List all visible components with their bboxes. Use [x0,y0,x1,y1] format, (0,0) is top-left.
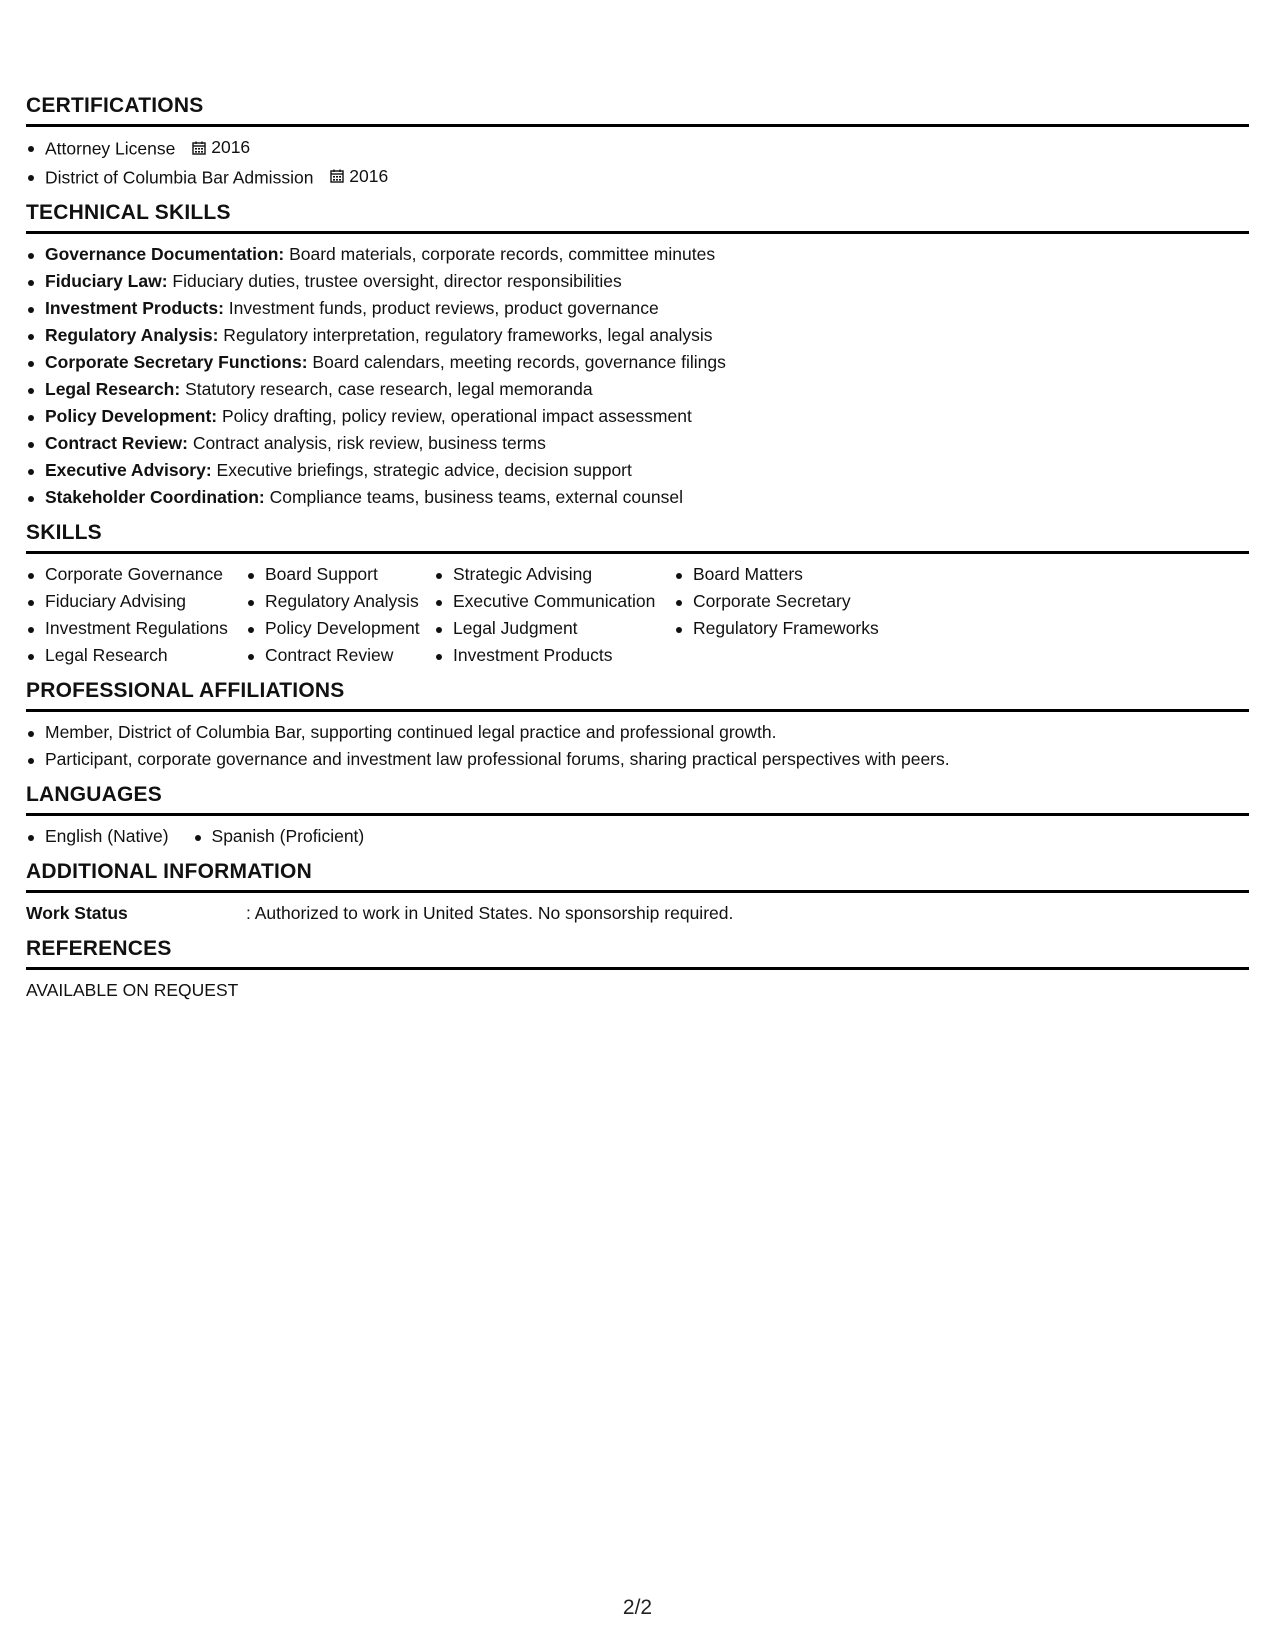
technical-skill-label: Governance Documentation: [45,244,285,264]
skill-item: Board Support [246,561,434,588]
skill-item: Fiduciary Advising [26,588,246,615]
language-item: English (Native) [26,823,169,850]
certification-item [26,134,1249,163]
languages-section [26,783,1249,850]
technical-skill-text: Board calendars, meeting records, governance filings [307,352,726,372]
skills-grid [26,561,1249,669]
calendar-icon [192,141,206,155]
references-section [26,937,1249,1004]
calendar-icon [330,169,344,183]
certification-year [330,163,388,190]
section-title-languages: LANGUAGES [26,783,1249,816]
technical-skill-label: Legal Research: [45,379,181,399]
references-text: AVAILABLE ON REQUEST [26,980,239,1000]
technical-skill-item [26,484,1249,511]
skill-item: Contract Review [246,642,434,669]
technical-skill-label: Regulatory Analysis: [45,325,219,345]
skill-item: Corporate Governance [26,561,246,588]
skill-item: Legal Research [26,642,246,669]
certification-year [192,134,250,161]
certification-name: District of Columbia Bar Admission [45,167,314,187]
technical-skill-item [26,349,1249,376]
affiliation-item: Member, District of Columbia Bar, supporting continued legal practice and professional growth. [26,719,1249,746]
technical-skill-text: Fiduciary duties, trustee oversight, director responsibilities [167,271,622,291]
technical-skill-text: Contract analysis, risk review, business terms [187,433,546,453]
skills-column [434,561,674,669]
skill-item: Board Matters [674,561,934,588]
technical-skill-label: Policy Development: [45,406,218,426]
technical-skill-item [26,322,1249,349]
technical-skill-label: Stakeholder Coordination: [45,487,265,507]
affiliations-list [26,719,1249,773]
language-item: Spanish (Proficient) [193,823,365,850]
technical-skill-text: Policy drafting, policy review, operational impact assessment [217,406,692,426]
affiliation-item: Participant, corporate governance and investment law professional forums, sharing practical perspectives with peers. [26,746,1249,773]
certification-year-text: 2016 [349,165,389,186]
technical-skill-item [26,403,1249,430]
skill-item: Strategic Advising [434,561,674,588]
work-status-label: Work Status [26,903,128,923]
skill-item: Corporate Secretary [674,588,934,615]
technical-skill-item [26,295,1249,322]
technical-skill-item [26,241,1249,268]
technical-skill-item [26,457,1249,484]
skill-item: Executive Communication [434,588,674,615]
skills-section [26,521,1249,669]
certifications-section [26,94,1249,191]
skills-column [246,561,434,669]
technical-skill-text: Board materials, corporate records, committee minutes [284,244,716,264]
technical-skill-label: Contract Review: [45,433,188,453]
technical-skill-text: Compliance teams, business teams, external counsel [264,487,683,507]
certification-item [26,163,1249,192]
technical-skill-label: Fiduciary Law: [45,271,168,291]
skill-item: Investment Products [434,642,674,669]
technical-skill-item [26,430,1249,457]
skill-item: Regulatory Analysis [246,588,434,615]
technical-skill-text: Regulatory interpretation, regulatory frameworks, legal analysis [218,325,713,345]
technical-skill-item [26,268,1249,295]
section-title-references: REFERENCES [26,937,1249,970]
technical-skill-label: Investment Products: [45,298,224,318]
work-status-value: : Authorized to work in United States. No sponsorship required. [246,903,734,923]
certification-name: Attorney License [45,138,176,159]
work-status-row [26,900,1249,927]
technical-skill-text: Investment funds, product reviews, product governance [223,298,659,318]
resume-page [26,94,1249,1014]
languages-list [26,823,1249,850]
skill-item: Investment Regulations [26,615,246,642]
technical-skill-text: Statutory research, case research, legal memoranda [180,379,593,399]
skills-column [26,561,246,669]
technical-skills-section [26,201,1249,511]
section-title-additional-info: ADDITIONAL INFORMATION [26,860,1249,893]
technical-skill-label: Corporate Secretary Functions: [45,352,308,372]
skill-item: Regulatory Frameworks [674,615,934,642]
section-title-technical-skills: TECHNICAL SKILLS [26,201,1249,234]
technical-skill-label: Executive Advisory: [45,460,212,480]
skill-item: Policy Development [246,615,434,642]
skills-column [674,561,934,669]
technical-skills-list [26,241,1249,511]
section-title-skills: SKILLS [26,521,1249,554]
certification-year-text: 2016 [211,137,251,157]
technical-skill-text: Executive briefings, strategic advice, decision support [211,460,632,480]
additional-info-section [26,860,1249,927]
affiliations-section [26,679,1249,773]
skill-item: Legal Judgment [434,615,674,642]
certifications-list [26,134,1249,191]
technical-skill-item [26,376,1249,403]
section-title-affiliations: PROFESSIONAL AFFILIATIONS [26,679,1249,712]
page-number: 2/2 [622,1596,653,1619]
section-title-certifications: CERTIFICATIONS [26,94,1249,127]
